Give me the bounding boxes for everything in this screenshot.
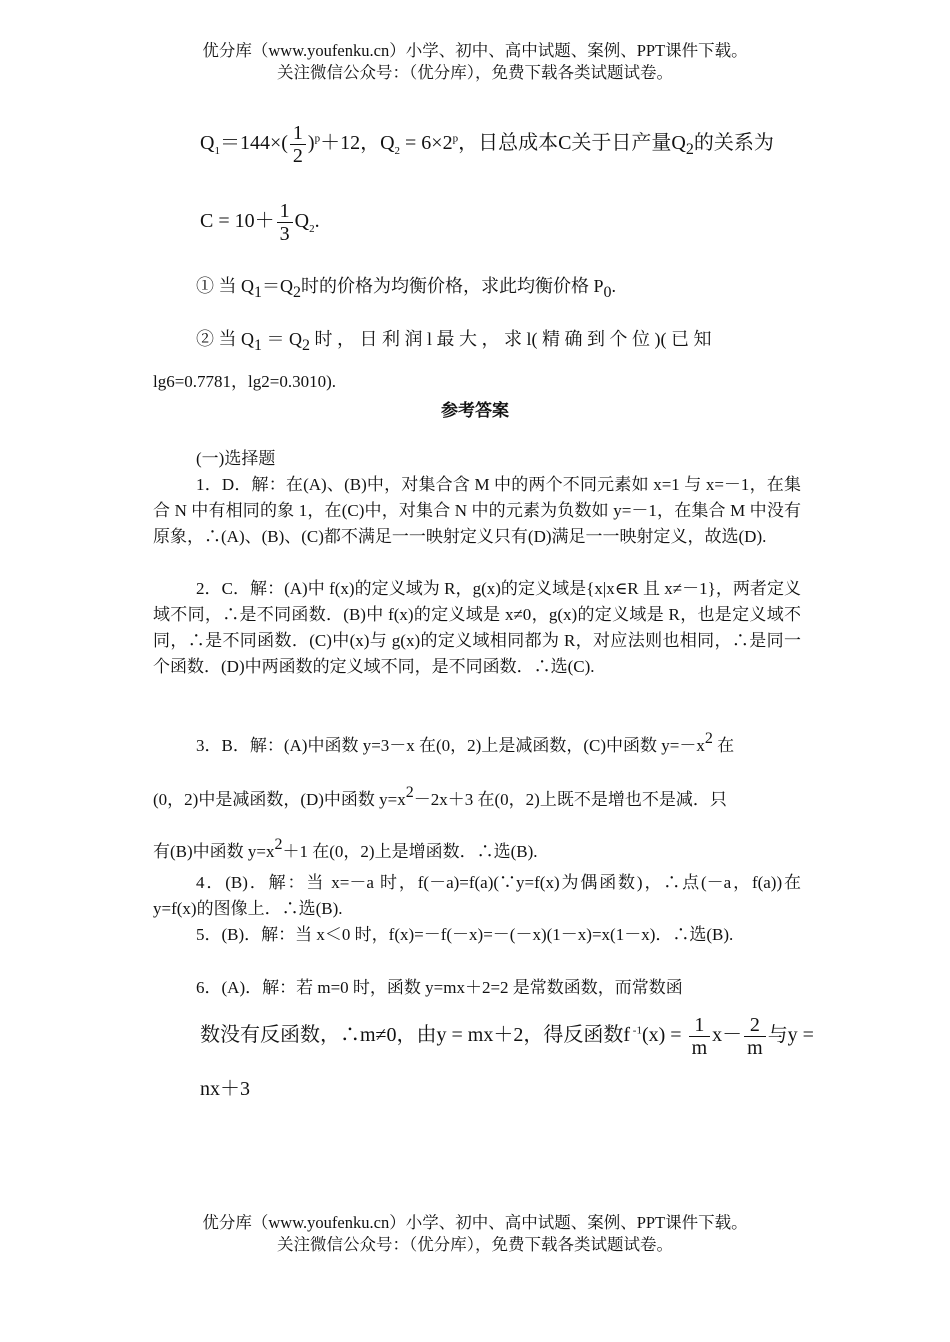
answer-4: 4．(B)．解：当 x=－a 时，f(－a)=f(a)(∵y=f(x)为偶函数)，∴点(－a，f(a))在 y=f(x)的图像上．∴选(B). <box>153 873 801 918</box>
problem-item-2: ② 当 $Q_1 = Q_2$ 时 ， 日 利 润 l 最 大 ， 求 l( 精 确 到 个 位 )( 已 知 <box>196 329 712 354</box>
answer-3-line-2: (0，2)中是减函数，(D)中函数 $y=x^2-2x+3$ 在(0，2)上既不是增也不是减．只 <box>153 784 727 809</box>
answer-1: 1．D．解：在(A)、(B)中，对集合含 M 中的两个不同元素如 x=1 与 x=－1，在集合 N 中有相同的象 1，在(C)中，对集合 N 中的元素为负数如 y=－1，在集合 M 中没有原象，∴(A)、(B)、(C)都不满足一一映射定义只有(D)满足一一映射定义，故选(D). <box>153 475 801 546</box>
answer-6-line-2: 数没有反函数，∴m≠0，由y = mx＋2，得反函数f $^{-1}$(x) = $\frac{1}{m}$ x－ $\frac{2}{m}$ 与y = <box>200 1014 814 1059</box>
answer-2: 2．C．解：(A)中 f(x)的定义域为 R，g(x)的定义域是{x|x∈R 且 x≠－1}，两者定义域不同，∴是不同函数．(B)中 f(x)的定义域是 x≠0，g(x)的定义域是 R，也是定义域不同，∴是不同函数．(C)中(x)与 g(x)的定义域相同都为 R，对应法则也相同，∴是同一个函数．(D)中两函数的定义域不同，是不同函数．∴选(C). <box>153 579 801 676</box>
answers-title: 参考答案 <box>441 401 509 420</box>
problem-item-2-cont: lg6=0.7781，lg2=0.3010). <box>153 372 337 391</box>
answer-3-line-3: 有(B)中函数 $y=x^2+1$ 在(0，2)上是增函数．∴选(B). <box>153 836 538 861</box>
footer-line-2: 关注微信公众号：（优分库），免费下载各类试题试卷。 <box>277 1235 673 1254</box>
answer-3-line-1: 3．B．解：(A)中函数 y=3－x 在(0，2)上是减函数，(C)中函数 $y=-x^2$ 在 <box>196 730 735 755</box>
footer-line-1: 优分库（www.youfenku.cn）小学、初中、高中试题、案例、PPT课件下载。 <box>202 1213 748 1232</box>
header-line-2: 关注微信公众号：（优分库），免费下载各类试题试卷。 <box>277 63 673 82</box>
problem-item-1: ① 当 $Q_1=Q_2$时的价格为均衡价格，求此均衡价格 $P_0$. <box>196 276 617 301</box>
equation-total-cost: C = 10＋ $\frac{1}{3}$ $Q_2$. <box>200 200 320 245</box>
section-choice: (一)选择题 <box>196 449 276 468</box>
answer-6-line-3: nx＋3 <box>200 1078 250 1100</box>
equation-supply-demand: $Q_1=144\times$( $\frac{1}{2}$ )$^p$＋12，$Q_2 = 6\times 2^p$，日总成本C关于日产量$Q_2$的关系为 <box>200 122 774 167</box>
header-line-1: 优分库（www.youfenku.cn）小学、初中、高中试题、案例、PPT课件下载。 <box>202 41 748 60</box>
answer-6-line-1: 6．(A)．解：若 m=0 时，函数 y=mx＋2=2 是常数函数，而常数函 <box>196 978 683 997</box>
answer-5: 5．(B)．解：当 x＜0 时，f(x)=－f(－x)=－(－x)(1－x)=x(1－x)．∴选(B). <box>196 925 734 944</box>
